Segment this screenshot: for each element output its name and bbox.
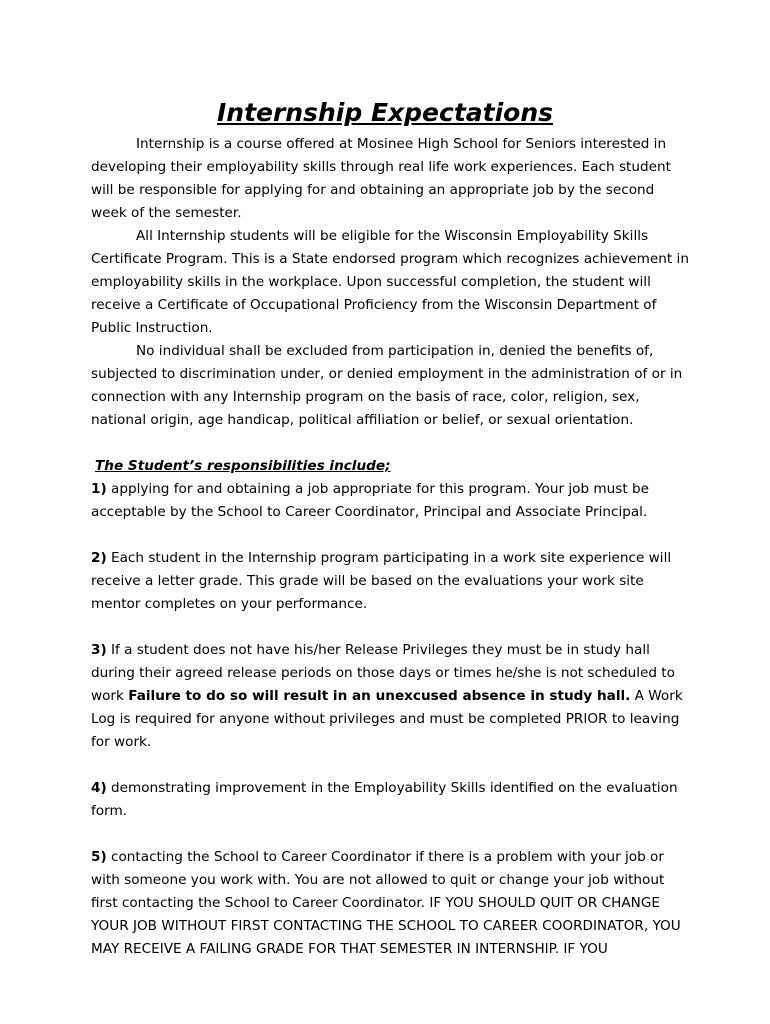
spacer [91, 823, 691, 846]
spacer [91, 754, 691, 777]
intro-paragraph-1: Internship is a course offered at Mosinee High School for Seniors interested in developing their employability skills through real life work experiences. Each student will be responsible for applying for and obtaining an appropriate job by the second week of the semester. [91, 136, 671, 221]
responsibility-item-3 [91, 639, 691, 754]
page-title: Internship Expectations [216, 98, 554, 127]
item-number: 1) [91, 481, 107, 497]
item-text: demonstrating improvement in the Employability Skills identified on the evaluation form. [91, 780, 678, 819]
responsibility-item-4 [91, 777, 691, 823]
item-number: 3) [91, 642, 107, 658]
responsibilities-heading: The Student’s responsibilities include; [95, 458, 391, 474]
intro-paragraph-2: All Internship students will be eligible for the Wisconsin Employability Skills Certificate Program. This is a State endorsed program which recognizes achievement in employability skills in the workplace. Upon successful completion, the student will receive a Certificate of Occupational Proficiency from the Wisconsin Department of Public Instruction. [91, 228, 689, 336]
spacer [91, 616, 691, 639]
responsibility-item-2 [91, 547, 691, 616]
responsibility-item-5 [91, 846, 691, 961]
intro-paragraph-3: No individual shall be excluded from participation in, denied the benefits of, subjected to discrimination under, or denied employment in the administration of or in connection with any Internship program on the basis of race, color, religion, sex, national origin, age handicap, political affiliation or belief, or sexual orientation. [91, 343, 683, 428]
item-text: applying for and obtaining a job appropriate for this program. Your job must be acceptable by the School to Career Coordinator, Principal and Associate Principal. [91, 481, 650, 520]
item-text: contacting the School to Career Coordinator if there is a problem with your job or with someone you work with. You are not allowed to quit or change your job without first contacting the School to Career Coordinator. IF YOU SHOULD QUIT OR CHANGE YOUR JOB WITHOUT FIRST CONTACTING THE SCHOOL TO CAREER COORDINATOR, YOU MAY RECEIVE A FAILING GRADE FOR THAT SEMESTER IN INTERNSHIP. IF YOU [91, 849, 681, 957]
item-text: If a student does not have his/her Release Privileges they must be in study hall during their agreed release periods on those days or times he/she is not scheduled to work [91, 642, 675, 704]
item-bold-warning: Failure to do so will result in an unexcused absence in study hall. [128, 688, 631, 704]
spacer [91, 524, 691, 547]
spacer [91, 432, 691, 455]
item-text: Each student in the Internship program participating in a work site experience will receive a letter grade. This grade will be based on the evaluations your work site mentor completes on your performance. [91, 550, 672, 612]
responsibility-item-1 [91, 478, 691, 524]
item-number: 4) [91, 780, 107, 796]
item-number: 5) [91, 849, 107, 865]
document-body [91, 133, 691, 961]
item-number: 2) [91, 550, 107, 566]
item-text-after: A Work Log is required for anyone without privileges and must be completed PRIOR to leaving for work. [91, 688, 683, 750]
